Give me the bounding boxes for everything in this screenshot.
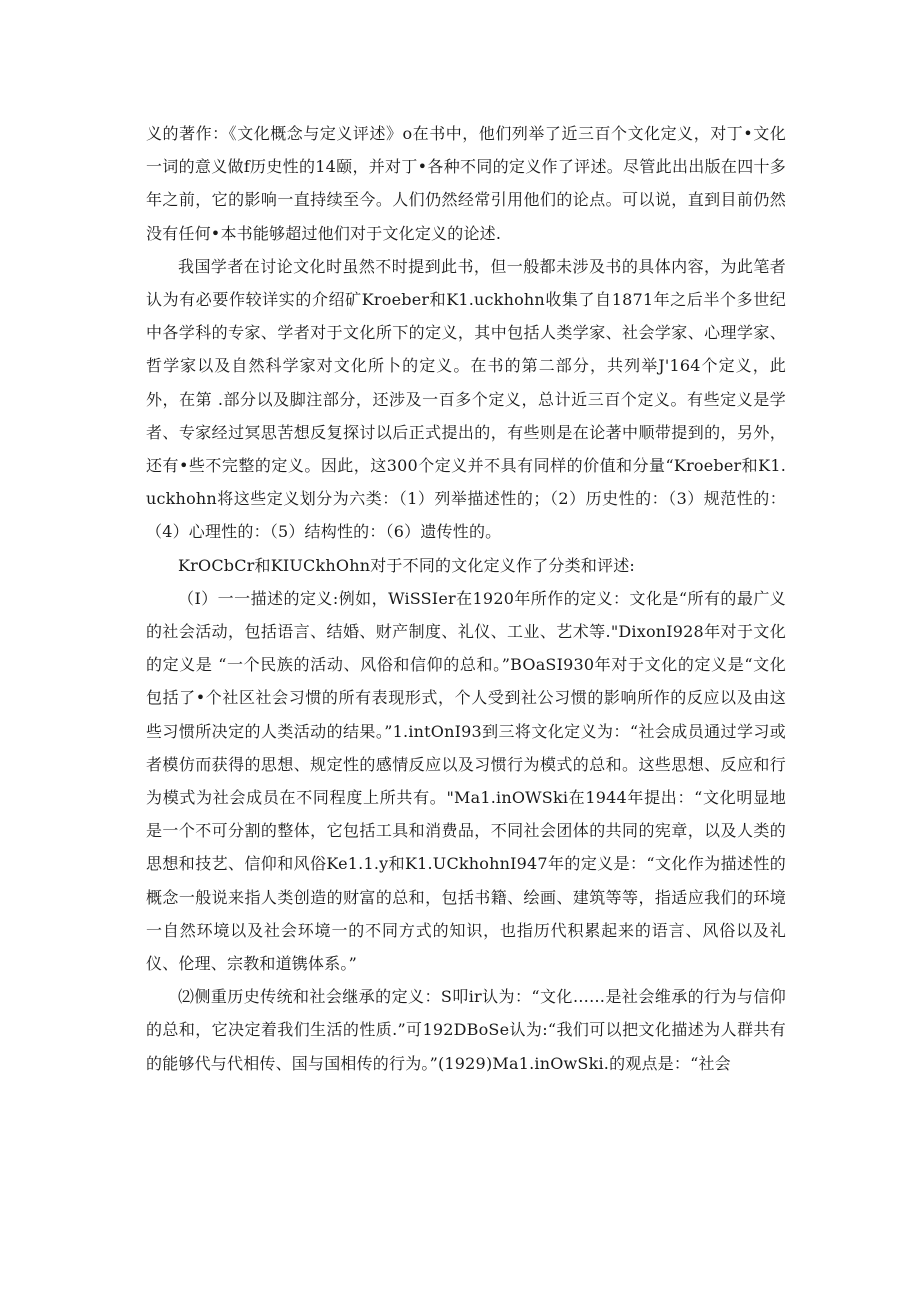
paragraph-5: ⑵侧重历史传统和社会继承的定义：S叩ir认为：“文化……是社会维承的行为与信仰的总和，它决定着我们生活的性质.”可192DBoSe认为:“我们可以把文化描述为人群共有的能够代与代相传、国与国相传的行为。”(1929)Ma1.inOwSki.的观点是：“社会 xyxy=(146,987,786,1073)
paragraph-3: KrOCbCr和KIUCkhOhn对于不同的文化定义作了分类和评述: xyxy=(178,555,636,575)
paragraph-2: 我国学者在讨论文化时虽然不时提到此书，但一般都未涉及书的具体内容，为此笔者认为有必要作较详实的介绍矿Kroeber和K1.uckhohn收集了自1871年之后半个多世纪中各学科的专家、学者对于文化所下的定义，其中包括人类学家、社会学家、心理学家、哲学家以及自然科学家对文化所卜的定义。在书的第二部分，共列举J'164个定义，此外，在第 .部分以及脚注部分，还涉及一百多个定义，总计近三百个定义。有些定义是学者、专家经过冥思苦想反复探讨以后正式提出的，有些则是在论著中顺带提到的，另外，还有•些不完整的定义。因此，这300个定义并不具有同样的价值和分量“Kroeber和K1.uckhohn将这些定义划分为六类：（1）列举描述性的；（2）历史性的：（3）规范性的：（4）心理性的：（5）结构性的：（6）遗传性的。 xyxy=(146,256,786,542)
paragraph-4: （I）一一描述的定义:例如，WiSSIer在1920年所作的定义：文化是“所有的最广义的社会活动，包括语言、结婚、财产制度、礼仪、工业、艺术等."DixonI928年对于文化的定义是 “一个民族的活动、风俗和信仰的总和。”BOaSI930年对于文化的定义是“文化包括了•个社区社会习惯的所有表现形式，个人受到社公习惯的影响所作的反应以及由这些习惯所决定的人类活动的结果。”1.intOnI93到三将文化定义为：“社会成员通过学习或者模仿而获得的思想、规定性的感情反应以及习惯行为模式的总和。这些思想、反应和行为模式为社会成员在不同程度上所共有。"Ma1.inOWSki在1944年提出：“文化明显地是一个不可分割的整体，它包括工具和消费品，不同社会团体的共同的宪章，以及人类的思想和技艺、信仰和风俗Ke1.1.y和K1.UCkhohnI947年的定义是：“文化作为描述性的概念一般说来指人类创造的财富的总和，包括书籍、绘画、建筑等等，指适应我们的环境一自然环境以及社会环境一的不同方式的知识，也指历代积累起来的语言、风俗以及礼仪、伦理、宗教和道镌体系。” xyxy=(146,588,786,974)
document-page xyxy=(146,117,786,1080)
paragraph-1: 义的著作：《文化概念与定义评述》o在书中，他们列举了近三百个文化定义，对丁•文化一词的意义做f历史性的14颐，并对丁•各种不同的定义作了评述。尽管此出出版在四十多年之前，它的影响一直持续至今。人们仍然经常引用他们的论点。可以说，直到目前仍然没有任何•本书能够超过他们对于文化定义的论述. xyxy=(146,124,786,243)
